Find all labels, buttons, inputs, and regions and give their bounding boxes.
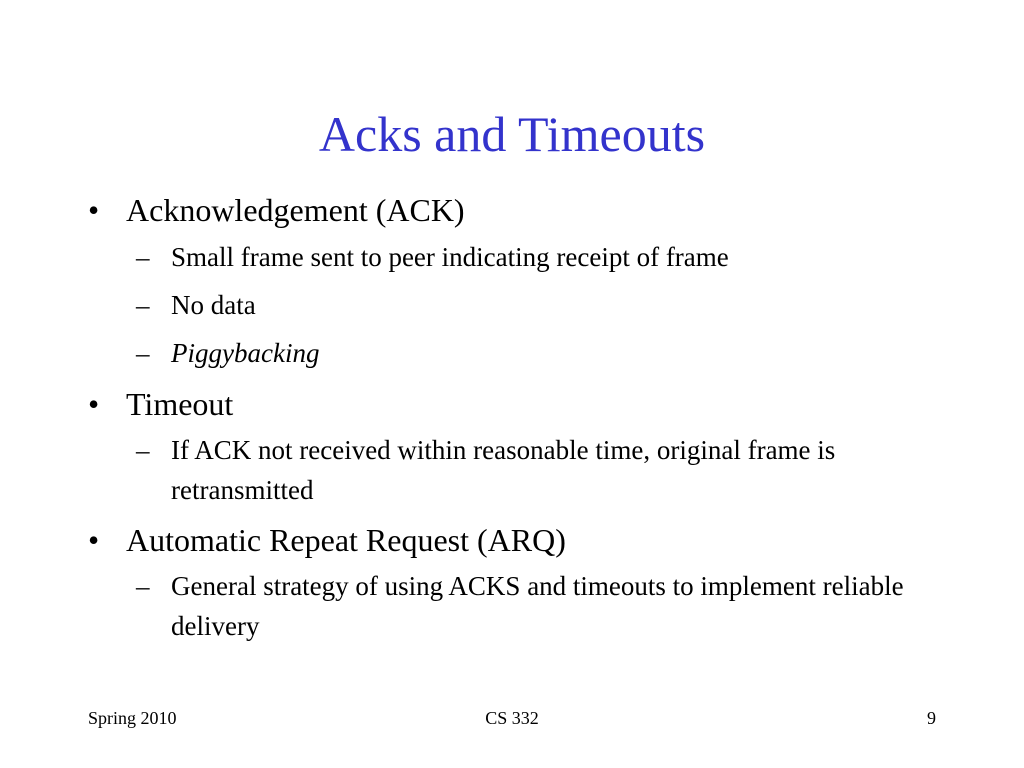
bullet-icon: • xyxy=(88,522,100,558)
bullet-icon: • xyxy=(88,386,100,422)
bullet-text: Automatic Repeat Request (ARQ) xyxy=(126,522,566,558)
footer-date: Spring 2010 xyxy=(88,708,177,728)
sub-bullet-text: No data xyxy=(171,290,256,320)
bullet-item xyxy=(88,190,968,230)
bullet-icon: • xyxy=(88,192,100,228)
sub-bullet-text: Piggybacking xyxy=(171,338,320,368)
dash-icon: – xyxy=(136,338,150,368)
bullet-item xyxy=(88,384,968,424)
sub-bullet-item xyxy=(126,566,968,646)
bullet-text: Timeout xyxy=(126,386,234,422)
dash-icon: – xyxy=(136,435,150,465)
sub-bullet-text: Small frame sent to peer indicating receipt of frame xyxy=(171,242,729,272)
sub-bullet-item xyxy=(126,236,968,278)
footer-page-number: 9 xyxy=(927,708,936,728)
sub-bullet-item xyxy=(126,332,968,374)
bullet-item xyxy=(88,520,968,560)
sub-bullet-text: General strategy of using ACKS and timeouts to implement reliable delivery xyxy=(171,571,904,641)
dash-icon: – xyxy=(136,290,150,320)
bullet-text: Acknowledgement (ACK) xyxy=(126,192,465,228)
dash-icon: – xyxy=(136,571,150,601)
footer-course: CS 332 xyxy=(485,708,539,728)
sub-bullet-item xyxy=(126,430,968,510)
slide-title: Acks and Timeouts xyxy=(318,106,706,162)
sub-bullet-item xyxy=(126,284,968,326)
dash-icon: – xyxy=(136,242,150,272)
sub-bullet-text: If ACK not received within reasonable time, original frame is retransmitted xyxy=(171,435,836,505)
slide-content xyxy=(88,190,968,646)
